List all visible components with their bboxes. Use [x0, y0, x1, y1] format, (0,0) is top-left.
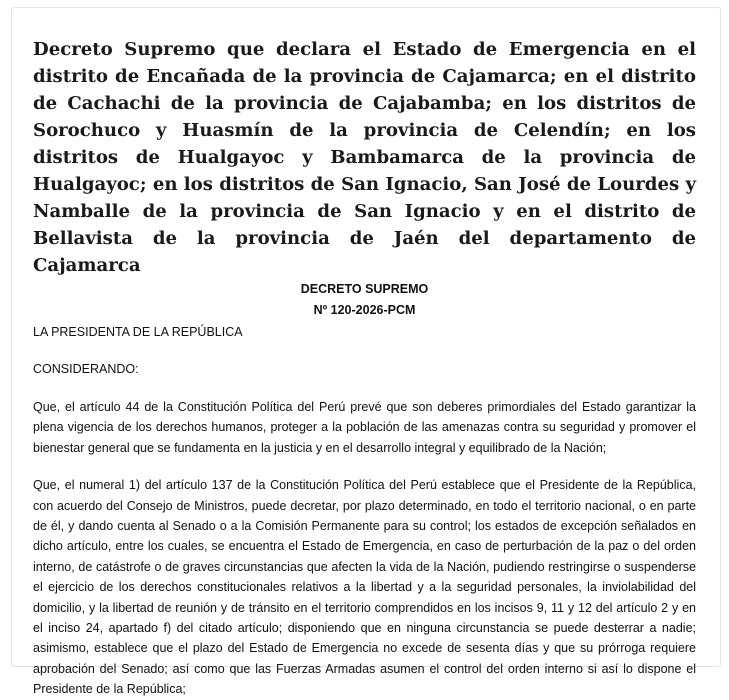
paragraph-1: Que, el artículo 44 de la Constitución Política del Perú prevé que son deberes primordiales del Estado garantizar la plena vigencia de los derechos humanos, proteger a la población de las amenazas contra su seguridad y promover el bienestar general que se fundamenta en la justicia y en el desarrollo integral y equilibrado de la Nación; [33, 400, 696, 455]
decree-type: DECRETO SUPREMO [300, 282, 429, 296]
issuer-line: LA PRESIDENTA DE LA REPÚBLICA [33, 325, 243, 339]
document-card [11, 7, 721, 697]
document-content [33, 36, 696, 700]
paragraph-2: Que, el numeral 1) del artículo 137 de la Constitución Política del Perú establece que el Presidente de la República, con acuerdo del Consejo de Ministros, puede decretar, por plazo determinado, en todo el territorio nacional, o en parte de él, y dando cuenta al Senado o a la Comisión Permanente para su control; los estados de excepción señalados en dicho artículo, entre los cuales, se encuentra el Estado de Emergencia, en caso de perturbación de la paz o del orden interno, de catástrofe o de graves circunstancias que afecten la vida de la Nación, pudiendo restringirse o suspenderse el ejercicio de los derechos constitucionales relativos a la libertad y a la seguridad personales, la inviolabilidad del domicilio, y la libertad de reunión y de tránsito en el territorio comprendidos en los incisos 9, 11 y 12 del artículo 2 y en el inciso 24, apartado f) del citado artículo; disponiendo que en ninguna circunstancia se puede desterrar a nadie; asimismo, establece que el plazo del Estado de Emergencia no excede de sesenta días y que su prórroga requiere aprobación del Senado; así como que las Fuerzas Armadas asumen el control del orden interno si así lo dispone el Presidente de la República; [33, 478, 696, 697]
document-title: Decreto Supremo que declara el Estado de Emergencia en el distrito de Encañada de la provincia de Cajamarca; en el distrito de Cachachi de la provincia de Cajabamba; en los distritos de Sorochuco y Huasmín de la provincia de Celendín; en los distritos de Hualgayoc y Bambamarca de la provincia de Hualgayoc; en los distritos de San Ignacio, San José de Lourdes y Namballe de la provincia de San Ignacio y en el distrito de Bellavista de la provincia de Jaén del departamento de Cajamarca [33, 39, 696, 276]
considering-label: CONSIDERANDO: [33, 362, 139, 376]
decree-number: Nº 120-2026-PCM [313, 303, 416, 317]
